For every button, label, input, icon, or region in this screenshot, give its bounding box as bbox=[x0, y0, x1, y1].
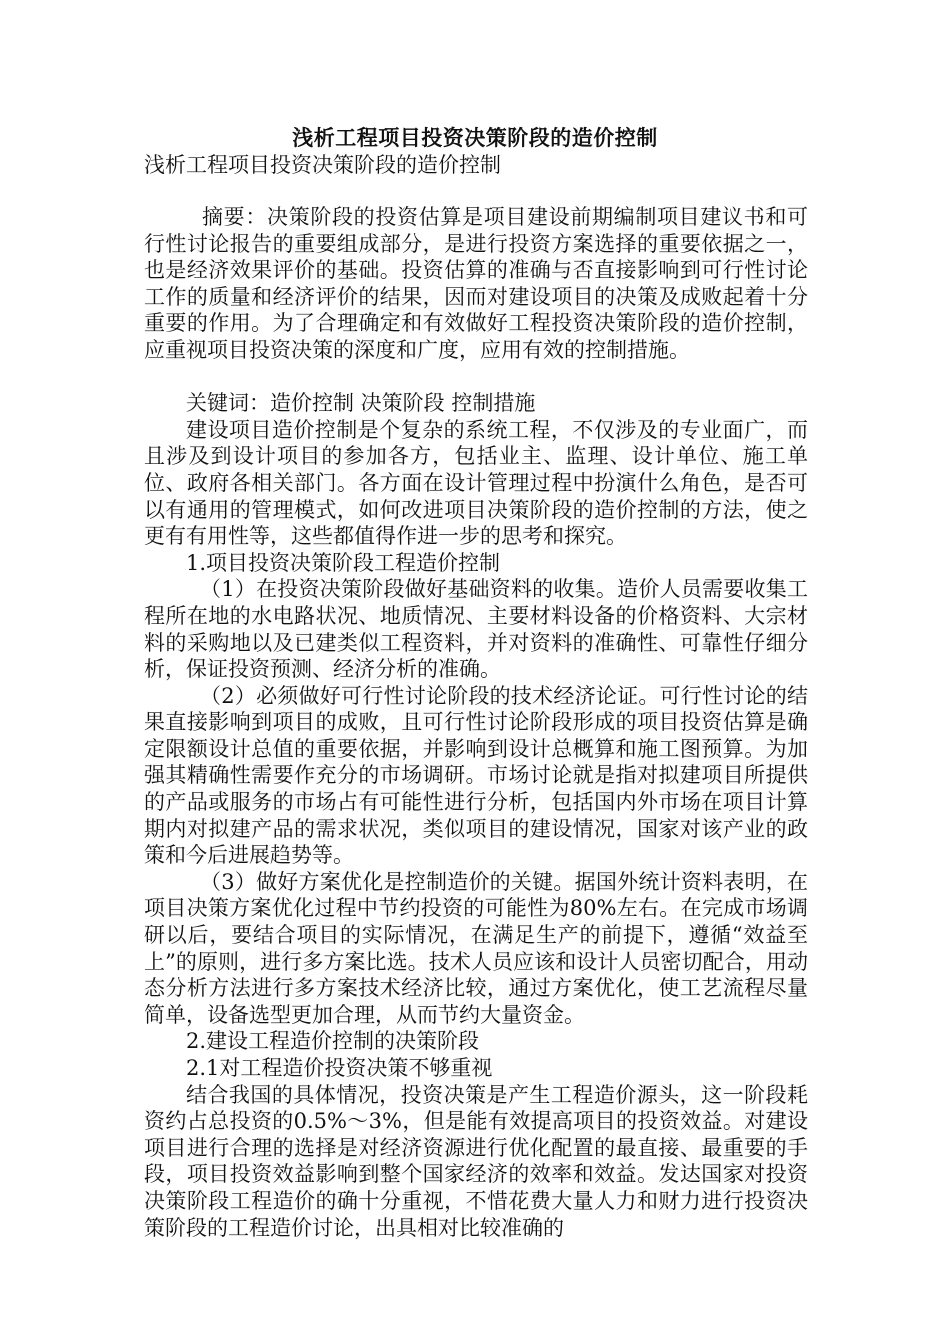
section2-1-heading: 2.1对工程造价投资决策不够重视 bbox=[186, 1056, 493, 1080]
section1-paragraph-1: （1）在投资决策阶段做好基础资料的收集。造价人员需要收集工程所在地的水电路状况、地质情况、主要材料设备的价格资料、大宗材料的采购地以及已建类似工程资料，并对资料的准确性、可靠性仔细分析，保证投资预测、经济分析的准确。 bbox=[144, 577, 808, 682]
document-title: 浅析工程项目投资决策阶段的造价控制 bbox=[292, 125, 658, 150]
section1-paragraph-3: （3）做好方案优化是控制造价的关键。据国外统计资料表明，在项目决策方案优化过程中节约投资的可能性为80%左右。在完成市场调研以后，要结合项目的实际情况，在满足生产的前提下，遵循“效益至上”的原则，进行多方案比选。技术人员应该和设计人员密切配合，用动态分析方法进行多方案技术经济比较，通过方案优化，使工艺流程尽量简单，设备选型更加合理，从而节约大量资金。 bbox=[144, 869, 808, 1027]
abstract-paragraph: 摘要：决策阶段的投资估算是项目建设前期编制项目建议书和可行性讨论报告的重要组成部分，是进行投资方案选择的重要依据之一，也是经济效果评价的基础。投资估算的准确与否直接影响到可行性讨论工作的质量和经济评价的结果，因而对建设项目的决策及成败起着十分重要的作用。为了合理确定和有效做好工程投资决策阶段的造价控制，应重视项目投资决策的深度和广度，应用有效的控制措施。 bbox=[144, 205, 808, 362]
section2-heading: 2.建设工程造价控制的决策阶段 bbox=[186, 1029, 480, 1054]
document-subtitle: 浅析工程项目投资决策阶段的造价控制 bbox=[144, 153, 501, 177]
paragraph-gap bbox=[144, 364, 808, 391]
document-body bbox=[144, 204, 808, 1241]
intro-paragraph: 建设项目造价控制是个复杂的系统工程，不仅涉及的专业面广，而且涉及到设计项目的参加各方，包括业主、监理、设计单位、施工单位、政府各相关部门。各方面在设计管理过程中扮演什么角色，是否可以有通用的管理模式，如何改进项目决策阶段的造价控制的方法，使之更有有用性等，这些都值得作进一步的思考和探究。 bbox=[144, 417, 808, 549]
keywords-line: 关键词：造价控制 决策阶段 控制措施 bbox=[186, 391, 536, 416]
section2-1-paragraph-1: 结合我国的具体情况，投资决策是产生工程造价源头，这一阶段耗资约占总投资的0.5%～3%，但是能有效提高项目的投资效益。对建设项目进行合理的选择是对经济资源进行优化配置的最直接、最重要的手段，项目投资效益影响到整个国家经济的效率和效益。发达国家对投资决策阶段工程造价的确十分重视，不惜花费大量人力和财力进行投资决策阶段的工程造价讨论，出具相对比较准确的 bbox=[144, 1082, 808, 1240]
section1-heading: 1.项目投资决策阶段工程造价控制 bbox=[186, 550, 501, 575]
section1-paragraph-2: （2）必须做好可行性讨论阶段的技术经济论证。可行性讨论的结果直接影响到项目的成败，且可行性讨论阶段形成的项目投资估算是确定限额设计总值的重要依据，并影响到设计总概算和施工图预算。为加强其精确性需要作充分的市场调研。市场讨论就是指对拟建项目所提供的产品或服务的市场占有可能性进行分析，包括国内外市场在项目计算期内对拟建产品的需求状况，类似项目的建设情况，国家对该产业的政策和今后进展趋势等。 bbox=[144, 683, 808, 868]
